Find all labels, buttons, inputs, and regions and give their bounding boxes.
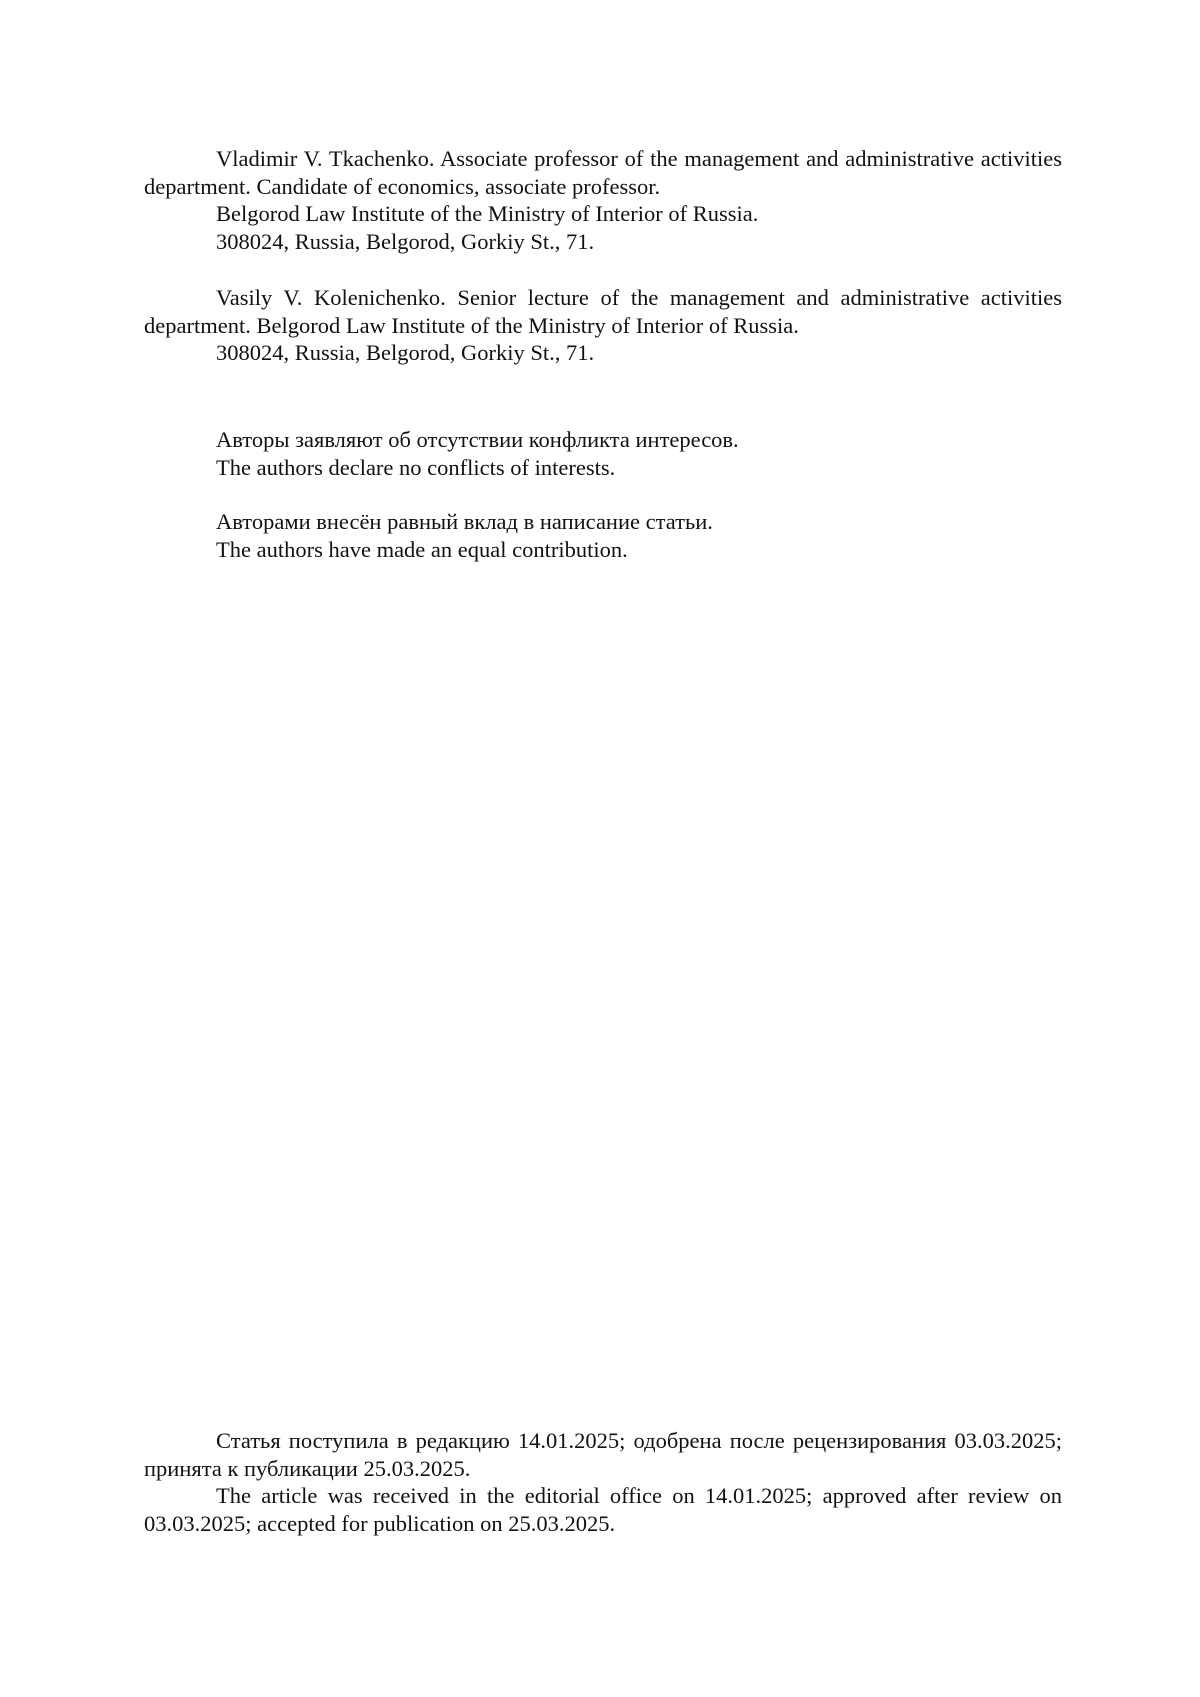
author-bio: Vasily V. Kolenichenko. Senior lecture of the management and administrative activities department. Belgorod Law Institute of the Ministry of Interior of Russia. <box>144 285 1062 338</box>
author-institution: Belgorod Law Institute of the Ministry of Interior of Russia. <box>216 201 759 226</box>
publication-dates <box>144 1427 1062 1537</box>
publication-dates-ru: Статья поступила в редакцию 14.01.2025; одобрена после рецензирования 03.03.2025; принята к публикации 25.03.2025. <box>144 1428 1062 1481</box>
contribution-ru: Авторами внесён равный вклад в написание статьи. <box>216 509 713 534</box>
contribution-en: The authors have made an equal contribution. <box>216 536 628 562</box>
publication-dates-en: The article was received in the editorial office on 14.01.2025; approved after review on 03.03.2025; accepted for publication on 25.03.2025. <box>144 1483 1062 1536</box>
author-address: 308024, Russia, Belgorod, Gorkiy St., 71. <box>216 228 595 254</box>
contribution-statement <box>144 508 1062 563</box>
author-address: 308024, Russia, Belgorod, Gorkiy St., 71. <box>216 340 595 365</box>
conflicts-ru: Авторы заявляют об отсутствии конфликта интересов. <box>216 427 739 452</box>
conflicts-en: The authors declare no conflicts of interests. <box>216 454 616 480</box>
author-info-kolenichenko <box>144 284 1062 367</box>
author-bio: Vladimir V. Tkachenko. Associate professor of the management and administrative activities department. Candidate of economics, associate professor. <box>144 146 1062 199</box>
conflict-of-interest-statement <box>144 426 1062 481</box>
author-info-tkachenko <box>144 145 1062 255</box>
